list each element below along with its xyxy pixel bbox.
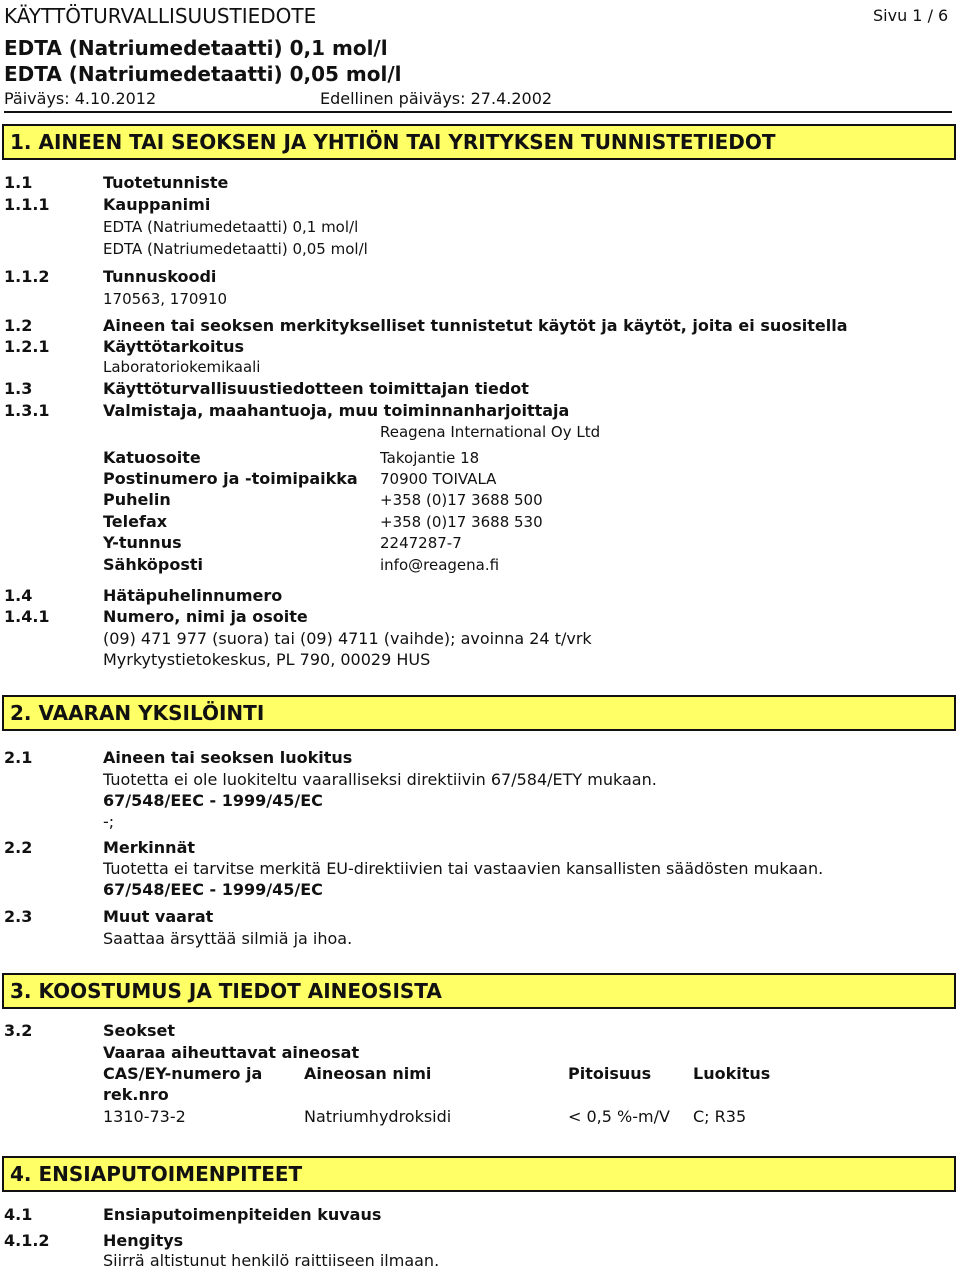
contact-label: Katuosoite — [103, 448, 201, 467]
contact-value: Takojantie 18 — [380, 449, 480, 467]
section-1-header: 1. AINEEN TAI SEOKSEN JA YHTIÖN TAI YRITYKSEN TUNNISTETIEDOT — [2, 124, 956, 160]
section-number: 1.1 — [4, 173, 33, 192]
section-label: Kauppanimi — [103, 195, 211, 214]
section-label: Käyttötarkoitus — [103, 337, 245, 356]
section-number: 1.1.1 — [4, 195, 50, 214]
intended-use: Laboratoriokemikaali — [103, 358, 261, 376]
section-label: Käyttöturvallisuustiedotteen toimittajan tiedot — [103, 379, 529, 398]
table-cell-cas: 1310-73-2 — [103, 1107, 186, 1126]
inhalation-text: Siirrä altistunut henkilö raittiiseen ilmaan. — [103, 1251, 440, 1270]
section-label: Numero, nimi ja osoite — [103, 607, 308, 626]
product-codes: 170563, 170910 — [103, 290, 228, 308]
trade-name-1: EDTA (Natriumedetaatti) 0,1 mol/l — [103, 218, 359, 236]
section-2-header: 2. VAARAN YKSILÖINTI — [2, 695, 956, 731]
contact-value: 70900 TOIVALA — [380, 470, 497, 488]
section-label: Valmistaja, maahantuoja, muu toiminnanharjoittaja — [103, 401, 570, 420]
regulation-ref: 67/548/EEC - 1999/45/EC — [103, 880, 323, 899]
contact-value: 2247287-7 — [380, 534, 462, 552]
contact-value: +358 (0)17 3688 530 — [380, 513, 543, 531]
email-link[interactable]: info@reagena.fi — [380, 556, 500, 574]
company-name: Reagena International Oy Ltd — [380, 423, 601, 441]
section-label: Hätäpuhelinnumero — [103, 586, 283, 605]
table-cell-classification: C; R35 — [693, 1107, 747, 1126]
other-hazards-text: Saattaa ärsyttää silmiä ja ihoa. — [103, 929, 353, 948]
issue-date: Päiväys: 4.10.2012 — [4, 89, 157, 108]
header-divider — [4, 111, 952, 113]
product-name-1: EDTA (Natriumedetaatti) 0,1 mol/l — [4, 36, 388, 60]
table-cell-name: Natriumhydroksidi — [304, 1107, 452, 1126]
section-label: Tunnuskoodi — [103, 267, 217, 286]
product-name-2: EDTA (Natriumedetaatti) 0,05 mol/l — [4, 62, 402, 86]
table-header-cas: rek.nro — [103, 1085, 169, 1104]
section-label: Ensiaputoimenpiteiden kuvaus — [103, 1205, 382, 1224]
section-number: 1.2 — [4, 316, 33, 335]
previous-date: Edellinen päiväys: 27.4.2002 — [320, 89, 553, 108]
section-number: 1.4 — [4, 586, 33, 605]
contact-label: Postinumero ja -toimipaikka — [103, 469, 358, 488]
contact-value: +358 (0)17 3688 500 — [380, 491, 543, 509]
table-header-classification: Luokitus — [693, 1064, 771, 1083]
classification-text: Tuotetta ei ole luokiteltu vaaralliseksi direktiivin 67/584/ETY mukaan. — [103, 770, 657, 789]
section-3-header: 3. KOOSTUMUS JA TIEDOT AINEOSISTA — [2, 973, 956, 1009]
page-number: Sivu 1 / 6 — [873, 6, 949, 25]
section-number: 2.2 — [4, 838, 33, 857]
emergency-address: Myrkytystietokeskus, PL 790, 00029 HUS — [103, 650, 431, 669]
section-label: Seokset — [103, 1021, 176, 1040]
emergency-phone: (09) 471 977 (suora) tai (09) 4711 (vaihde); avoinna 24 t/vrk — [103, 629, 592, 648]
trade-name-2: EDTA (Natriumedetaatti) 0,05 mol/l — [103, 240, 368, 258]
table-header-concentration: Pitoisuus — [568, 1064, 652, 1083]
classification-value: -; — [103, 812, 115, 831]
section-number: 2.1 — [4, 748, 33, 767]
regulation-ref: 67/548/EEC - 1999/45/EC — [103, 791, 323, 810]
section-number: 4.1 — [4, 1205, 33, 1224]
table-header-cas: CAS/EY-numero ja — [103, 1064, 263, 1083]
section-4-header: 4. ENSIAPUTOIMENPITEET — [2, 1156, 956, 1192]
section-number: 2.3 — [4, 907, 33, 926]
section-number: 1.1.2 — [4, 267, 50, 286]
contact-label: Y-tunnus — [103, 533, 182, 552]
ingredients-subtitle: Vaaraa aiheuttavat aineosat — [103, 1043, 360, 1062]
contact-label: Puhelin — [103, 490, 171, 509]
table-cell-concentration: < 0,5 %-m/V — [568, 1107, 670, 1126]
section-number: 4.1.2 — [4, 1231, 50, 1250]
section-number: 3.2 — [4, 1021, 33, 1040]
section-label: Aineen tai seoksen merkitykselliset tunnistetut käytöt ja käytöt, joita ei suositella — [103, 316, 848, 335]
section-number: 1.3.1 — [4, 401, 50, 420]
section-label: Aineen tai seoksen luokitus — [103, 748, 353, 767]
section-number: 1.4.1 — [4, 607, 50, 626]
labelling-text: Tuotetta ei tarvitse merkitä EU-direktiivien tai vastaavien kansallisten säädösten mukaan. — [103, 859, 824, 878]
table-header-name: Aineosan nimi — [304, 1064, 432, 1083]
section-label: Muut vaarat — [103, 907, 214, 926]
section-label: Merkinnät — [103, 838, 196, 857]
contact-label: Sähköposti — [103, 555, 204, 574]
section-number: 1.2.1 — [4, 337, 50, 356]
contact-label: Telefax — [103, 512, 168, 531]
document-title: KÄYTTÖTURVALLISUUSTIEDOTE — [4, 4, 317, 28]
section-label: Tuotetunniste — [103, 173, 229, 192]
section-label: Hengitys — [103, 1231, 184, 1250]
section-number: 1.3 — [4, 379, 33, 398]
